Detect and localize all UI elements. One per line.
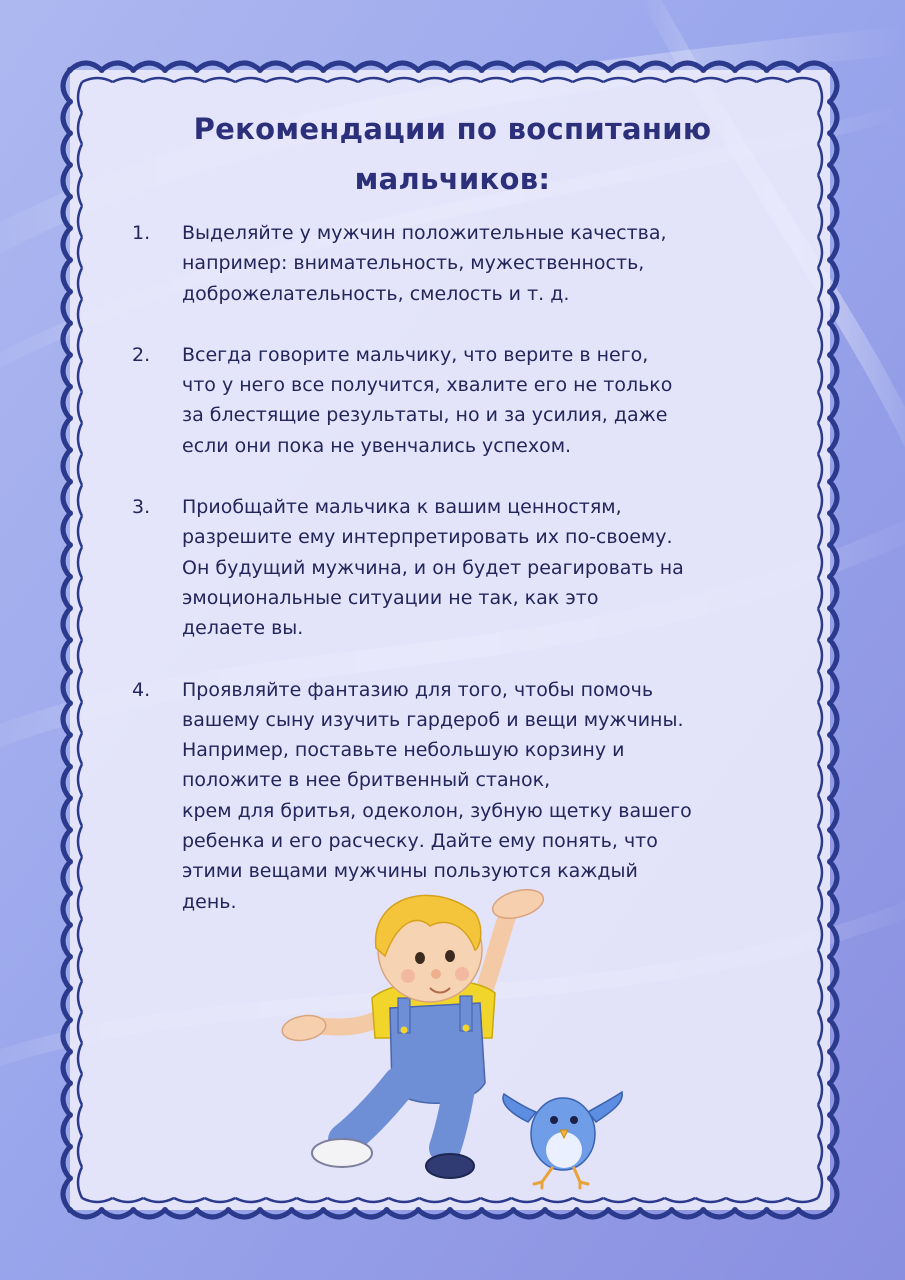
frame-dot bbox=[605, 67, 611, 73]
frame-dot bbox=[67, 67, 73, 73]
frame-dot bbox=[827, 605, 833, 611]
frame-dot bbox=[67, 194, 73, 200]
frame-dot bbox=[67, 99, 73, 105]
frame-dot bbox=[827, 764, 833, 770]
frame-dot bbox=[67, 1175, 73, 1181]
frame-dot bbox=[827, 257, 833, 263]
item-number: 1. bbox=[132, 222, 151, 244]
frame-dot bbox=[795, 1207, 801, 1213]
frame-dot bbox=[289, 1207, 295, 1213]
item-text-line: делаете вы. bbox=[182, 617, 304, 640]
frame-dot bbox=[827, 67, 833, 73]
frame-dot bbox=[67, 922, 73, 928]
frame-dot bbox=[732, 67, 738, 73]
item-text-line: Выделяйте у мужчин положительные качества, bbox=[182, 222, 667, 244]
frame-dot bbox=[67, 954, 73, 960]
frame-dot bbox=[827, 700, 833, 706]
frame-dot bbox=[415, 1207, 421, 1213]
frame-dot bbox=[827, 1144, 833, 1150]
item-text-line: доброжелательность, смелость и т. д. bbox=[182, 282, 570, 305]
frame-dot bbox=[67, 700, 73, 706]
frame-dot bbox=[67, 289, 73, 295]
frame-dot bbox=[67, 985, 73, 991]
frame-dot bbox=[827, 320, 833, 326]
frame-dot bbox=[194, 67, 200, 73]
frame-dot bbox=[67, 890, 73, 896]
item-text-line: за блестящие результаты, но и за усилия, даже bbox=[182, 404, 668, 427]
frame-dot bbox=[669, 1207, 675, 1213]
frame-dot bbox=[827, 954, 833, 960]
item-text-line: разрешите ему интерпретировать их по-своему. bbox=[182, 526, 673, 549]
recommendation-item-3 bbox=[132, 492, 782, 643]
frame-dot bbox=[827, 795, 833, 801]
recommendation-item-1 bbox=[132, 218, 782, 309]
frame-dot bbox=[637, 67, 643, 73]
frame-dot bbox=[700, 67, 706, 73]
frame-dot bbox=[827, 827, 833, 833]
frame-dot bbox=[67, 732, 73, 738]
frame-dot bbox=[415, 67, 421, 73]
title-line-2: мальчиков: bbox=[354, 162, 551, 196]
frame-dot bbox=[827, 985, 833, 991]
frame-dot bbox=[447, 67, 453, 73]
frame-dot bbox=[225, 1207, 231, 1213]
frame-dot bbox=[827, 732, 833, 738]
frame-dot bbox=[99, 1207, 105, 1213]
frame-dot bbox=[67, 669, 73, 675]
frame-dot bbox=[542, 67, 548, 73]
frame-dot bbox=[67, 574, 73, 580]
frame-dot bbox=[479, 67, 485, 73]
item-text-line: этими вещами мужчины пользуются каждый bbox=[182, 860, 638, 883]
frame-dot bbox=[827, 574, 833, 580]
frame-dot bbox=[194, 1207, 200, 1213]
item-text-line: например: внимательность, мужественность, bbox=[182, 252, 645, 275]
frame-dot bbox=[827, 194, 833, 200]
frame-dot bbox=[764, 1207, 770, 1213]
item-text-line: ребенка и его расческу. Дайте ему понять, что bbox=[182, 830, 658, 853]
item-number: 3. bbox=[132, 496, 151, 519]
frame-dot bbox=[67, 859, 73, 865]
frame-dot bbox=[574, 67, 580, 73]
item-text-line: Проявляйте фантазию для того, чтобы помочь bbox=[182, 678, 654, 701]
frame-dot bbox=[827, 859, 833, 865]
frame-dot bbox=[542, 1207, 548, 1213]
item-number: 4. bbox=[132, 678, 151, 701]
frame-dot bbox=[827, 289, 833, 295]
frame-dot bbox=[827, 1207, 833, 1213]
item-text-line: вашему сыну изучить гардероб и вещи мужчины. bbox=[182, 708, 684, 731]
item-text-line: Приобщайте мальчика к вашим ценностям, bbox=[182, 496, 622, 519]
frame-dot bbox=[67, 384, 73, 390]
frame-dot bbox=[67, 637, 73, 643]
frame-dot bbox=[827, 1080, 833, 1086]
frame-dot bbox=[67, 415, 73, 421]
frame-dot bbox=[669, 67, 675, 73]
blue-bird-illustration bbox=[498, 1072, 630, 1190]
frame-dot bbox=[67, 257, 73, 263]
frame-dot bbox=[827, 384, 833, 390]
frame-dot bbox=[764, 67, 770, 73]
frame-dot bbox=[510, 1207, 516, 1213]
page-title bbox=[100, 104, 805, 204]
frame-dot bbox=[827, 637, 833, 643]
frame-dot bbox=[130, 67, 136, 73]
frame-dot bbox=[827, 669, 833, 675]
frame-dot bbox=[67, 225, 73, 231]
frame-dot bbox=[479, 1207, 485, 1213]
frame-dot bbox=[827, 162, 833, 168]
frame-dot bbox=[384, 1207, 390, 1213]
frame-dot bbox=[162, 67, 168, 73]
item-text-line: положите в нее бритвенный станок, bbox=[182, 769, 551, 792]
frame-dot bbox=[67, 795, 73, 801]
frame-dot bbox=[67, 1017, 73, 1023]
item-text-line: день. bbox=[182, 890, 237, 913]
frame-dot bbox=[67, 1144, 73, 1150]
frame-dot bbox=[510, 67, 516, 73]
item-text-line: что у него все получится, хвалите его не только bbox=[182, 374, 673, 397]
frame-dot bbox=[827, 99, 833, 105]
frame-dot bbox=[827, 352, 833, 358]
frame-dot bbox=[827, 225, 833, 231]
frame-dot bbox=[384, 67, 390, 73]
recommendation-item-2 bbox=[132, 340, 782, 461]
item-number: 2. bbox=[132, 343, 151, 366]
frame-dot bbox=[67, 510, 73, 516]
frame-dot bbox=[637, 1207, 643, 1213]
frame-dot bbox=[700, 1207, 706, 1213]
item-text-line: крем для бритья, одеколон, зубную щетку вашего bbox=[182, 799, 692, 822]
frame-dot bbox=[67, 827, 73, 833]
frame-dot bbox=[827, 447, 833, 453]
frame-dot bbox=[827, 890, 833, 896]
frame-dot bbox=[827, 1175, 833, 1181]
frame-dot bbox=[827, 1112, 833, 1118]
frame-dot bbox=[67, 1112, 73, 1118]
frame-dot bbox=[605, 1207, 611, 1213]
frame-dot bbox=[827, 922, 833, 928]
frame-dot bbox=[320, 1207, 326, 1213]
frame-dot bbox=[827, 415, 833, 421]
item-text-line: если они пока не увенчались успехом. bbox=[182, 434, 572, 457]
frame-dot bbox=[67, 130, 73, 136]
frame-dot bbox=[99, 67, 105, 73]
frame-dot bbox=[67, 764, 73, 770]
frame-dot bbox=[67, 447, 73, 453]
frame-dot bbox=[257, 67, 263, 73]
item-text-line: Всегда говорите мальчику, что верите в него, bbox=[182, 343, 649, 366]
recommendations-list bbox=[132, 218, 782, 948]
frame-dot bbox=[827, 130, 833, 136]
frame-dot bbox=[67, 1080, 73, 1086]
frame-dot bbox=[257, 1207, 263, 1213]
item-text-line: эмоциональные ситуации не так, как это bbox=[182, 586, 599, 609]
frame-dot bbox=[827, 542, 833, 548]
frame-dot bbox=[795, 67, 801, 73]
frame-dot bbox=[574, 1207, 580, 1213]
frame-dot bbox=[352, 1207, 358, 1213]
frame-dot bbox=[67, 352, 73, 358]
frame-dot bbox=[67, 1049, 73, 1055]
frame-dot bbox=[827, 479, 833, 485]
frame-dot bbox=[352, 67, 358, 73]
frame-dot bbox=[320, 67, 326, 73]
frame-dot bbox=[732, 1207, 738, 1213]
title-line-1: Рекомендации по воспитанию bbox=[193, 112, 712, 146]
item-text-line: Он будущий мужчина, и он будет реагировать на bbox=[182, 556, 684, 579]
frame-dot bbox=[130, 1207, 136, 1213]
frame-dot bbox=[447, 1207, 453, 1213]
frame-dot bbox=[67, 1207, 73, 1213]
frame-dot bbox=[162, 1207, 168, 1213]
frame-dot bbox=[67, 605, 73, 611]
frame-dot bbox=[827, 1017, 833, 1023]
frame-dot bbox=[827, 1049, 833, 1055]
frame-dot bbox=[67, 162, 73, 168]
frame-dot bbox=[67, 542, 73, 548]
frame-dot bbox=[67, 479, 73, 485]
frame-dot bbox=[827, 510, 833, 516]
frame-dot bbox=[289, 67, 295, 73]
frame-dot bbox=[225, 67, 231, 73]
item-text-line: Например, поставьте небольшую корзину и bbox=[182, 739, 625, 762]
frame-dot bbox=[67, 320, 73, 326]
